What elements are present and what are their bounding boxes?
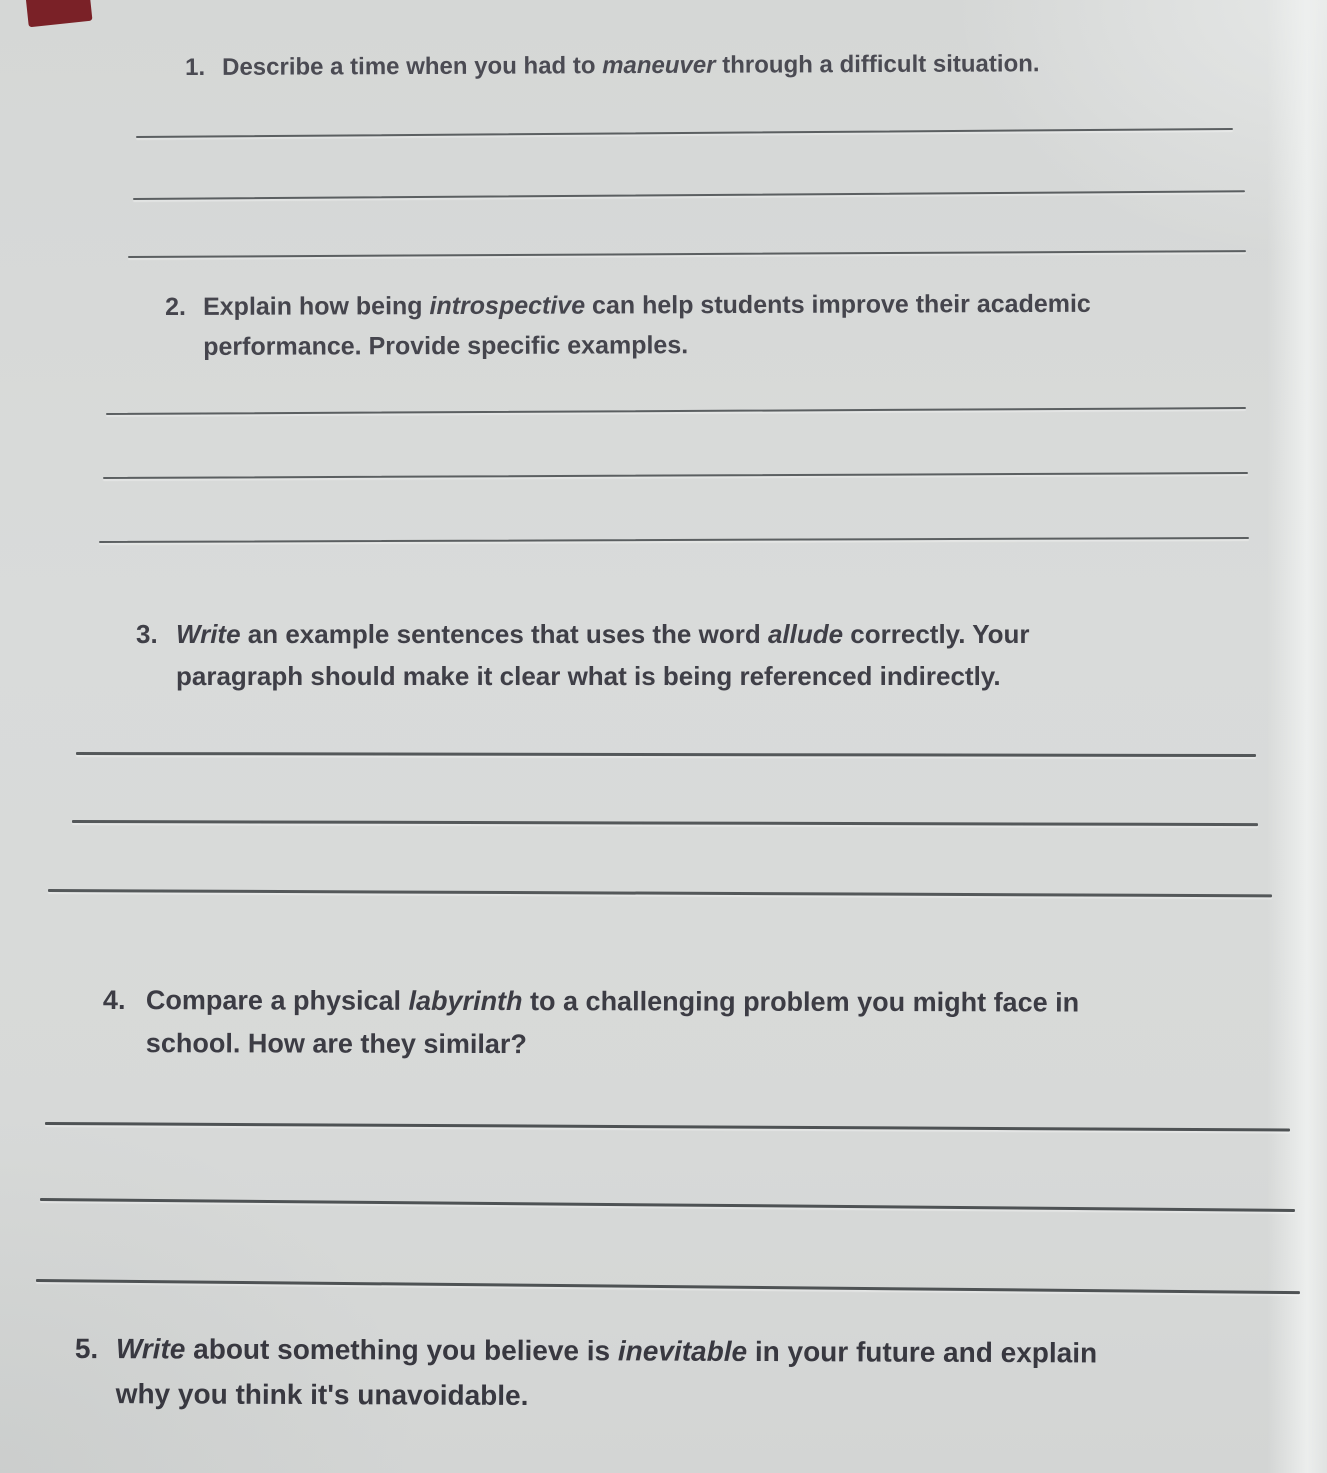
answer-line — [45, 1122, 1290, 1132]
corner-mark — [26, 0, 93, 27]
answer-line — [103, 472, 1248, 479]
text-segment: about something you believe is — [185, 1333, 618, 1367]
question-text-line — [176, 656, 1029, 698]
text-segment: correctly. Your — [843, 619, 1030, 649]
answer-line — [99, 537, 1249, 543]
answer-line — [133, 190, 1245, 200]
question-2-text — [203, 284, 1091, 367]
question-3-text — [176, 614, 1029, 697]
answer-line — [128, 250, 1246, 258]
question-text-line — [203, 324, 1091, 367]
question-5-text — [116, 1327, 1098, 1421]
question-3-number: 3. — [136, 619, 158, 649]
answer-line — [40, 1198, 1295, 1212]
vocab-word-italic: inevitable — [617, 1335, 748, 1367]
answer-line — [106, 407, 1246, 415]
text-segment: through a difficult situation. — [715, 50, 1040, 79]
question-4-number: 4. — [102, 985, 126, 1016]
question-text-line — [222, 45, 1040, 87]
text-segment: Compare a physical — [145, 985, 409, 1016]
question-text-line — [203, 284, 1091, 327]
answer-line — [72, 820, 1258, 826]
vocab-word-italic: Write — [176, 619, 241, 649]
question-1-text — [222, 45, 1040, 87]
question-5-number: 5. — [74, 1333, 99, 1365]
text-segment: why you think it's unavoidable. — [115, 1377, 529, 1411]
vocab-word-italic: maneuver — [602, 51, 716, 80]
question-3 — [136, 614, 1029, 697]
text-segment: in your future and explain — [747, 1335, 1098, 1369]
answer-line — [36, 1279, 1300, 1294]
question-1 — [185, 45, 1040, 87]
question-2-number: 2. — [165, 292, 186, 321]
question-4 — [103, 979, 1079, 1068]
question-text-line — [116, 1372, 1097, 1421]
vocab-word-italic: introspective — [429, 291, 586, 321]
question-5 — [75, 1327, 1098, 1421]
text-segment: to a challenging problem you might face in — [522, 986, 1080, 1018]
vocab-word-italic: allude — [767, 619, 844, 649]
answer-line — [136, 128, 1233, 138]
text-segment: performance. Provide specific examples. — [203, 331, 689, 361]
answer-line — [76, 752, 1256, 757]
question-text-line — [146, 979, 1079, 1025]
text-segment: paragraph should make it clear what is being referenced indirectly. — [176, 660, 1001, 691]
vocab-word-italic: Write — [115, 1333, 186, 1365]
text-segment: Describe a time when you had to — [222, 52, 603, 81]
answer-line — [48, 889, 1272, 897]
text-segment: school. How are they similar? — [145, 1028, 527, 1060]
question-2 — [165, 284, 1091, 367]
question-text-line — [146, 1022, 1079, 1068]
text-segment: can help students improve their academic — [585, 289, 1091, 320]
text-segment: Explain how being — [203, 292, 430, 321]
question-text-line — [176, 614, 1029, 656]
question-4-text — [146, 979, 1079, 1068]
vocab-word-italic: labyrinth — [408, 985, 523, 1017]
question-1-number: 1. — [185, 53, 206, 81]
text-segment: an example sentences that uses the word — [240, 619, 768, 649]
question-text-line — [116, 1327, 1097, 1376]
